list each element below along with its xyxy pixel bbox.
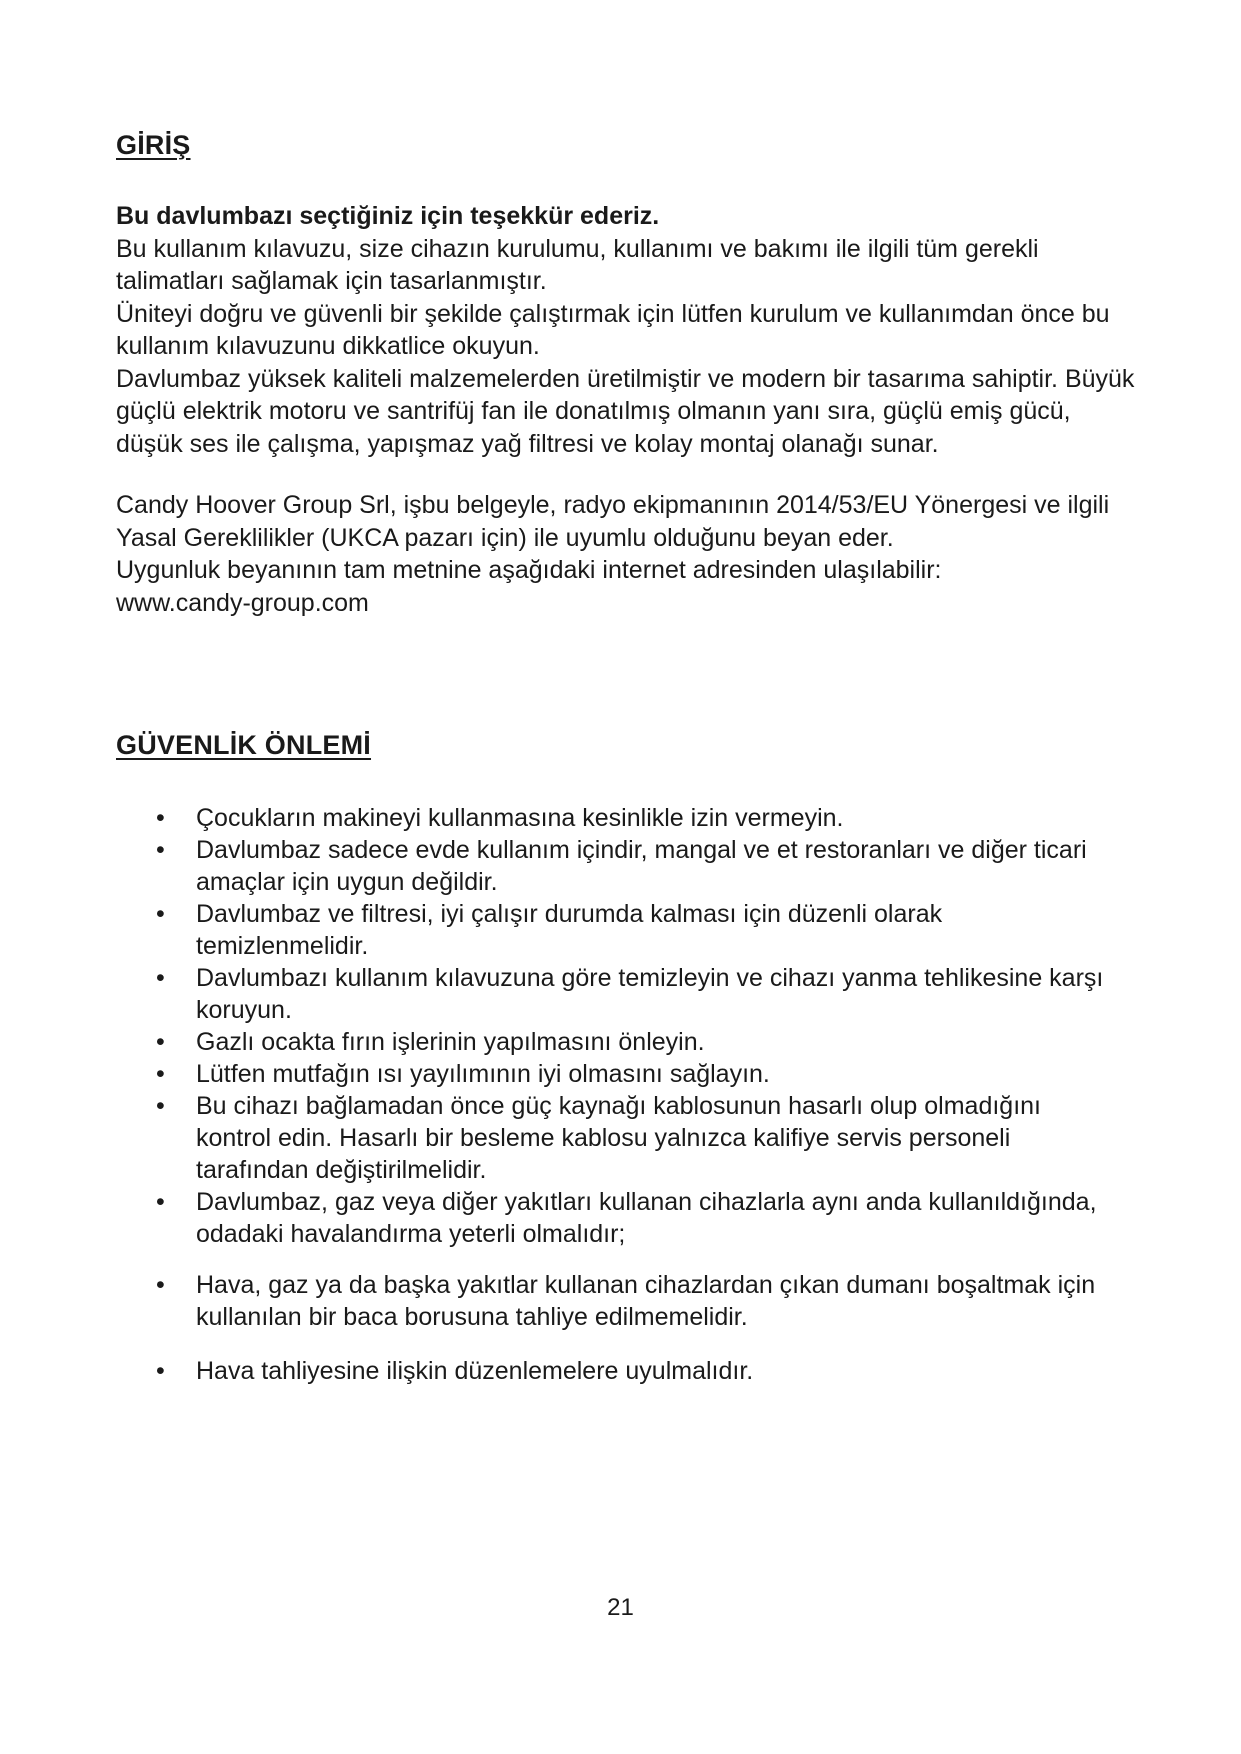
safety-item	[116, 1355, 1116, 1387]
safety-heading: GÜVENLİK ÖNLEMİ	[116, 730, 372, 760]
bullet-icon: •	[156, 836, 165, 864]
bullet-icon: •	[156, 1092, 165, 1120]
safety-item	[116, 802, 1116, 834]
intro-paragraph-read-carefully: Üniteyi doğru ve güvenli bir şekilde çalıştırmak için lütfen kurulum ve kullanımdan önce bu kullanım kılavuzunu dikkatlice okuyun.	[116, 299, 1110, 360]
bullet-icon: •	[156, 804, 165, 832]
safety-item	[116, 1026, 1116, 1058]
safety-item	[116, 1269, 1116, 1333]
intro-paragraph-manual-purpose: Bu kullanım kılavuzu, size cihazın kurulumu, kullanımı ve bakımı ile ilgili tüm gerekli talimatları sağlamak için tasarlanmıştır.	[116, 234, 1039, 295]
safety-item-text: Davlumbaz sadece evde kullanım içindir, mangal ve et restoranları ve diğer ticari amaçlar için uygun değildir.	[196, 836, 1087, 896]
safety-item-text: Hava, gaz ya da başka yakıtlar kullanan cihazlardan çıkan dumanı boşaltmak için kullanılan bir baca borusuna tahliye edilmemelidir.	[196, 1271, 1096, 1331]
safety-item-text: Lütfen mutfağın ısı yayılımının iyi olmasını sağlayın.	[196, 1060, 770, 1088]
safety-item-text: Bu cihazı bağlamadan önce güç kaynağı kablosunun hasarlı olup olmadığını kontrol edin. Hasarlı bir besleme kablosu yalnızca kalifiye servis personeli tarafından değiştirilmelidir.	[196, 1092, 1042, 1184]
safety-item-text: Hava tahliyesine ilişkin düzenlemelere uyulmalıdır.	[196, 1357, 754, 1385]
intro-paragraph-product-features: Davlumbaz yüksek kaliteli malzemelerden üretilmiştir ve modern bir tasarıma sahiptir. Büyük güçlü elektrik motoru ve santrifüj fan ile donatılmış olmanın yanı sıra, güçlü emiş gücü, düşük ses ile çalışma, yapışmaz yağ filtresi ve kolay montaj olanağı sunar.	[116, 364, 1135, 458]
intro-paragraph-conformity: Candy Hoover Group Srl, işbu belgeyle, radyo ekipmanının 2014/53/EU Yönergesi ve ilgili Yasal Gereklilikler (UKCA pazarı için) ile uyumlu olduğunu beyan eder.	[116, 491, 1110, 552]
bullet-icon: •	[156, 1028, 165, 1056]
safety-item-text: Davlumbaz ve filtresi, iyi çalışır durumda kalması için düzenli olarak temizlenmelidir.	[196, 900, 943, 960]
safety-item-text: Gazlı ocakta fırın işlerinin yapılmasını önleyin.	[196, 1028, 705, 1056]
safety-list	[116, 802, 1116, 1387]
safety-item-text: Davlumbaz, gaz veya diğer yakıtları kullanan cihazlarla aynı anda kullanıldığında, odadaki havalandırma yeterli olmalıdır;	[196, 1188, 1097, 1248]
safety-item	[116, 1058, 1116, 1090]
bullet-icon: •	[156, 964, 165, 992]
safety-item-text: Çocukların makineyi kullanmasına kesinlikle izin vermeyin.	[196, 804, 844, 832]
intro-section	[116, 200, 1136, 619]
safety-item	[116, 898, 1116, 962]
bullet-icon: •	[156, 1060, 165, 1088]
safety-item	[116, 1186, 1116, 1250]
safety-item	[116, 834, 1116, 898]
page-number: 21	[607, 1594, 634, 1621]
bullet-icon: •	[156, 1271, 165, 1299]
bullet-icon: •	[156, 1188, 165, 1216]
safety-item	[116, 962, 1116, 1026]
bullet-icon: •	[156, 900, 165, 928]
intro-heading: GİRİŞ	[116, 130, 191, 160]
safety-item-text: Davlumbazı kullanım kılavuzuna göre temizleyin ve cihazı yanma tehlikesine karşı koruyun.	[196, 964, 1104, 1024]
intro-lead: Bu davlumbazı seçtiğiniz için teşekkür ederiz.	[116, 202, 660, 230]
bullet-icon: •	[156, 1357, 165, 1385]
intro-paragraph-declaration-link-text: Uygunluk beyanının tam metnine aşağıdaki internet adresinden ulaşılabilir:	[116, 556, 942, 584]
intro-website-link[interactable]: www.candy-group.com	[116, 588, 369, 617]
safety-item	[116, 1090, 1116, 1186]
